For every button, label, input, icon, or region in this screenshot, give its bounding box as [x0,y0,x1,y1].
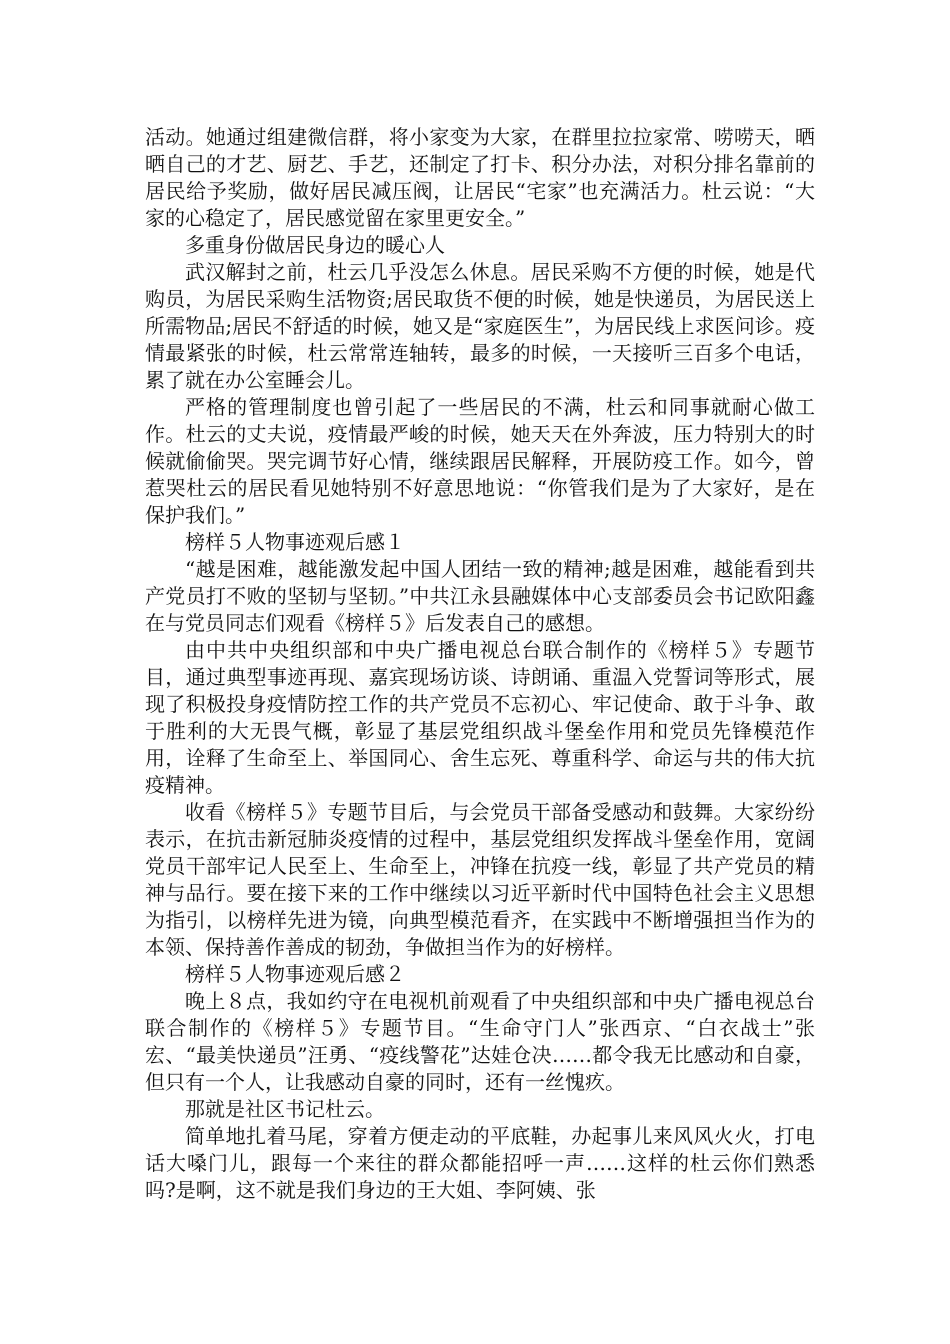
body-paragraph: 那就是社区书记杜云。 [185,1097,385,1121]
body-paragraph: 由中共中央组织部和中央广播电视总台联合制作的《榜样５》专题节目，通过典型事迹再现、嘉宾现场访谈、诗朗诵、重温入党誓词等形式，展现了积极投身疫情防控工作的共产党员不忘初心、牢记使命、敢于斗争、敢于胜利的大无畏气概，彰显了基层党组织战斗堡垒作用和党员先锋模范作用，诠释了生命至上、举国同心、舍生忘死、尊重科学、命运与共的伟大抗疫精神。 [145,638,815,797]
document-page [145,124,815,1204]
body-paragraph: 活动。她通过组建微信群，将小家变为大家，在群里拉拉家常、唠唠天，晒晒自己的才艺、厨艺、手艺，还制定了打卡、积分办法，对积分排名靠前的居民给予奖励，做好居民减压阀，让居民“宅家”也充满活力。杜云说：“大家的心稳定了，居民感觉留在家里更安全。” [145,125,815,230]
section-heading: 榜样５人物事迹观后感１ [185,530,405,554]
body-paragraph: “越是困难，越能激发起中国人团结一致的精神;越是困难，越能看到共产党员打不败的坚韧与坚韧。”中共江永县融媒体中心支部委员会书记欧阳鑫在与党员同志们观看《榜样５》后发表自己的感想。 [145,557,815,635]
body-paragraph: 晚上８点，我如约守在电视机前观看了中央组织部和中央广播电视总台联合制作的《榜样５》专题节目。“生命守门人”张西京、“白衣战士”张宏、“最美快递员”汪勇、“疫线警花”达娃仓决……都令我无比感动和自豪，但只有一个人，让我感动自豪的同时，还有一丝愧疚。 [145,989,815,1094]
body-paragraph: 严格的管理制度也曾引起了一些居民的不满，杜云和同事就耐心做工作。杜云的丈夫说，疫情最严峻的时候，她天天在外奔波，压力特别大的时候就偷偷哭。哭完调节好心情，继续跟居民解释，开展防疫工作。如今，曾惹哭杜云的居民看见她特别不好意思地说：“你管我们是为了大家好，是在保护我们。” [145,395,815,527]
body-paragraph: 武汉解封之前，杜云几乎没怎么休息。居民采购不方便的时候，她是代购员，为居民采购生活物资;居民取货不便的时候，她是快递员，为居民送上所需物品;居民不舒适的时候，她又是“家庭医生”，为居民线上求医问诊。疫情最紧张的时候，杜云常常连轴转，最多的时候，一天接听三百多个电话，累了就在办公室睡会儿。 [145,260,815,392]
section-heading: 榜样５人物事迹观后感２ [185,962,405,986]
body-paragraph: 简单地扎着马尾，穿着方便走动的平底鞋，办起事儿来风风火火，打电话大嗓门儿，跟每一个来往的群众都能招呼一声……这样的杜云你们熟悉吗?是啊，这不就是我们身边的王大姐、李阿姨、张 [145,1124,815,1202]
body-paragraph: 收看《榜样５》专题节目后，与会党员干部备受感动和鼓舞。大家纷纷表示，在抗击新冠肺炎疫情的过程中，基层党组织发挥战斗堡垒作用，宽阔党员干部牢记人民至上、生命至上，冲锋在抗疫一线，彰显了共产党员的精神与品行。要在接下来的工作中继续以习近平新时代中国特色社会主义思想为指引，以榜样先进为镜，向典型模范看齐，在实践中不断增强担当作为的本领、保持善作善成的韧劲，争做担当作为的好榜样。 [145,800,815,959]
section-heading: 多重身份做居民身边的暖心人 [185,233,445,257]
